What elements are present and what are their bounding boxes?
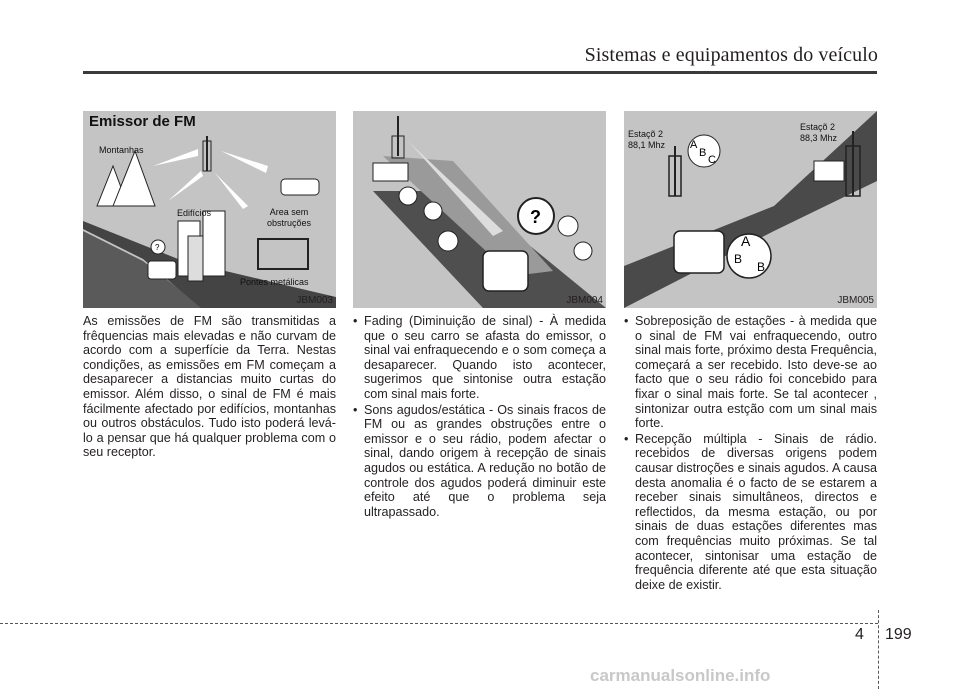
label-buildings: Edifícios	[177, 208, 212, 218]
label-open-area: Area sem obstruções	[266, 207, 312, 228]
figure-code: JBM003	[296, 295, 333, 306]
header-rule	[83, 71, 877, 74]
watermark-text: carmanualsonline.info	[590, 666, 771, 685]
svg-text:B: B	[757, 260, 766, 274]
figure-fading	[353, 111, 606, 308]
column-overlap	[624, 314, 877, 593]
svg-text:A: A	[741, 233, 751, 249]
svg-text:B: B	[699, 147, 707, 159]
label-right-station: Estaçõ 2	[800, 122, 836, 132]
bullet-list	[353, 314, 606, 519]
figure-fm-transmitter	[83, 111, 336, 308]
fading-illustration	[353, 111, 606, 308]
svg-text:C: C	[708, 154, 716, 166]
svg-text:?: ?	[155, 243, 160, 252]
label-mountains: Montanhas	[99, 145, 144, 155]
figure-code: JBM004	[566, 295, 603, 306]
bullet-static: • Sons agudos/estática - Os sinais fracos de FM ou as grandes obstruções entre o emissor e o seu rádio, podem afectar o sinal, dando origem à recepção de sinais agudos ou estática. A redução no botão de controle dos agudos poderá diminuir este efeito até que o problema seja ultrapassado.	[353, 403, 606, 520]
question-mark: ?	[530, 207, 541, 227]
label-left-station: Estaçõ 2	[628, 129, 664, 139]
bullet-list	[624, 314, 877, 592]
page-header-title: Sistemas e equipamentos do veículo	[584, 44, 878, 66]
bullet-station-overlap: • Sobreposição de estações - à medida que o sinal de FM vai enfraquecendo, outro sinal mais forte, próximo desta Frequência, começará a ser recebido. Isto deve-se ao facto que o seu rádio foi concebido para fixar o sinal mais forte. Se tal acontecer , sintonizar outra estção com um sinal mais forte.	[624, 314, 877, 431]
svg-text:B: B	[734, 252, 743, 266]
footer-rule	[0, 623, 878, 624]
label-right-frequency: 88,3 Mhz	[800, 133, 838, 143]
column-fm-intro	[83, 314, 336, 460]
bullet-fading: • Fading (Diminuição de sinal) - À medida que o seu carro se afasta do emissor, o sinal vai enfraquecendo e o som começa a desaparecer. Quando isto acontecer, sugerimos que sintonise outra estação com sinal mais forte.	[353, 314, 606, 402]
svg-text:A: A	[690, 139, 698, 151]
page-number: 199	[885, 626, 912, 643]
figure-overlap	[624, 111, 877, 308]
chapter-number: 4	[855, 626, 864, 643]
bullet-multipath: • Recepção múltipla - Sinais de rádio. recebidos de diversas origens podem causar distroções e sinais agudos. A causa desta anomalia é o facto de se estarem a receber sinais simultâneos, directos e reflectidos, da mesma estação, ou por sinais de duas estações diferentes mas com frequências muito próximas. Se tal acontecer, sintonisar uma estação de frequência diferente até que esta situação deixe de existir.	[624, 432, 877, 593]
figure-code: JBM005	[837, 295, 874, 306]
figure-title: Emissor de FM	[89, 113, 196, 130]
paragraph-fm-intro: As emissões de FM são transmitidas a frêquencias mais elevadas e não curvam de acordo com a superfície da Terra. Nestas condições, as emissões em FM começam a desaparecer a distancias muito curtas do emissor. Além disso, o sinal de FM é mais fácilmente afectado por edifícios, montanhas ou outros obstáculos. Tudo isto poderá levá-lo a pensar que há qualquer problema com o seu receptor.	[83, 314, 336, 460]
footer-divider	[878, 610, 879, 689]
label-left-frequency: 88,1 Mhz	[628, 140, 666, 150]
column-fading	[353, 314, 606, 520]
label-bridges: Pontes metálicas	[240, 277, 309, 287]
